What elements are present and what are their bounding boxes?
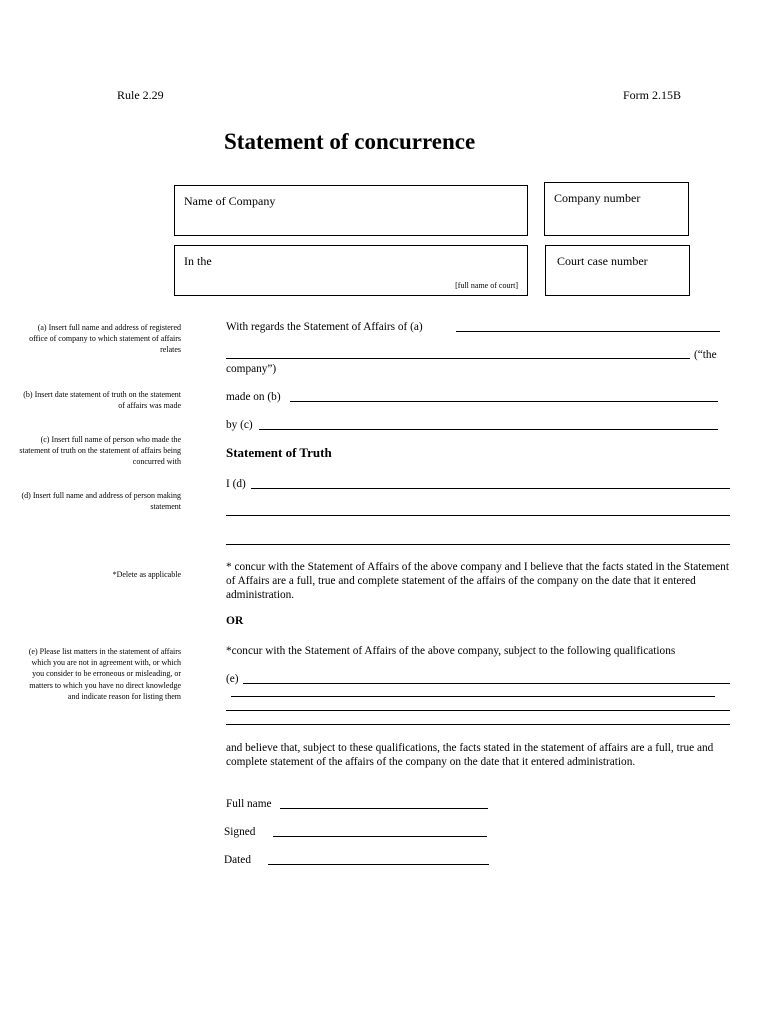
- company-address-line[interactable]: [226, 358, 690, 359]
- believe-text: and believe that, subject to these qualifications, the facts stated in the statement of affairs are a full, true and complete statement of the affairs of the company on the date that it entered administration.: [226, 742, 714, 768]
- company-name-field[interactable]: [174, 185, 528, 236]
- name-line-1[interactable]: [251, 488, 730, 489]
- made-on-text: made on (b): [226, 391, 281, 403]
- with-regards-text: With regards the Statement of Affairs of (a): [226, 321, 423, 333]
- court-label: In the: [184, 254, 212, 268]
- signed-label: Signed: [224, 826, 256, 838]
- i-text: I (d): [226, 478, 246, 490]
- qualification-line-1[interactable]: [243, 683, 730, 684]
- form-number: Form 2.15B: [623, 88, 682, 102]
- dated-line[interactable]: [268, 864, 489, 865]
- by-text: by (c): [226, 419, 253, 431]
- truth-heading: Statement of Truth: [226, 445, 332, 460]
- court-hint: [full name of court]: [455, 281, 518, 290]
- qualification-line-4[interactable]: [226, 724, 730, 725]
- court-case-number-field[interactable]: [545, 245, 690, 296]
- full-name-label: Full name: [226, 798, 272, 810]
- name-line-3[interactable]: [226, 544, 730, 545]
- side-note-c: (c) Insert full name of person who made the statement of truth on the statement of affairs being concurred with: [19, 435, 181, 467]
- side-note-a: (a) Insert full name and address of registered office of company to which statement of affairs relates: [29, 323, 181, 355]
- the-company-text: (“the: [694, 349, 717, 361]
- rule-number: Rule 2.29: [117, 88, 164, 102]
- company-name-label: Name of Company: [184, 194, 276, 208]
- company-number-field[interactable]: [544, 182, 689, 236]
- side-note-b: (b) Insert date statement of truth on the statement of affairs was made: [23, 390, 181, 411]
- concur-full-text: * concur with the Statement of Affairs of the above company and I believe that the facts stated in the Statement of Affairs are a full, true and complete statement of the affairs of the company on the date that it entered administration.: [226, 561, 729, 601]
- company-number-label: Company number: [554, 191, 641, 205]
- e-text: (e): [226, 673, 239, 685]
- company-quote-text: company”): [226, 363, 277, 375]
- full-name-line[interactable]: [280, 808, 488, 809]
- concur-qualified-text: *concur with the Statement of Affairs of the above company, subject to the following qualifications: [226, 645, 676, 657]
- made-on-line[interactable]: [290, 401, 718, 402]
- qualification-line-2[interactable]: [231, 696, 715, 697]
- or-text: OR: [226, 615, 244, 627]
- by-line[interactable]: [259, 429, 718, 430]
- name-line-2[interactable]: [226, 515, 730, 516]
- dated-label: Dated: [224, 854, 251, 866]
- side-note-delete: *Delete as applicable: [112, 570, 181, 579]
- company-name-line[interactable]: [456, 331, 720, 332]
- side-note-d: (d) Insert full name and address of person making statement: [21, 491, 181, 512]
- signed-line[interactable]: [273, 836, 487, 837]
- page-title: Statement of concurrence: [224, 129, 476, 154]
- court-field[interactable]: [174, 245, 528, 296]
- court-case-number-label: Court case number: [557, 254, 648, 268]
- qualification-line-3[interactable]: [226, 710, 730, 711]
- side-note-e: (e) Please list matters in the statement of affairs which you are not in agreement with, or which you consider to be erroneous or misleading, or matters to which you have no direct knowledge and indicate reason for listing them: [28, 647, 181, 701]
